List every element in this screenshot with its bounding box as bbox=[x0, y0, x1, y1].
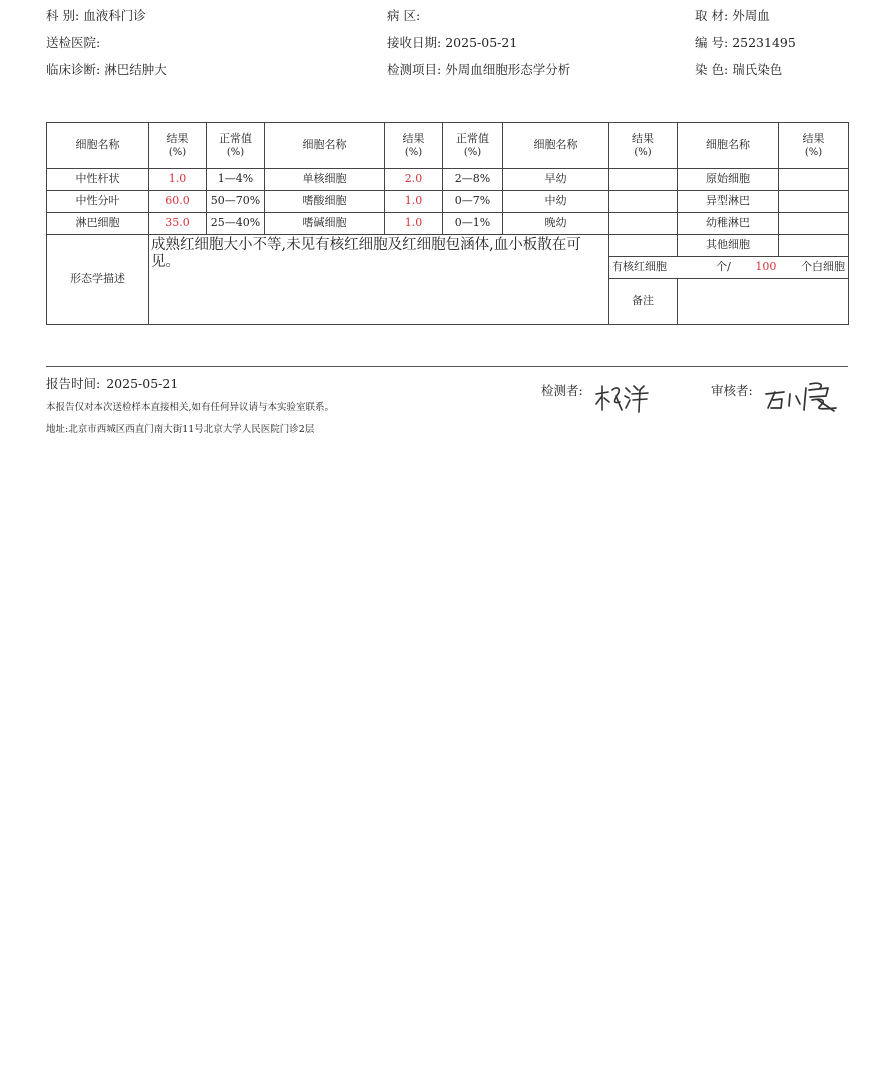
header-result: 结果 (%) bbox=[609, 123, 678, 169]
sample-label: 取 材: bbox=[695, 8, 729, 23]
header-result: 结果 (%) bbox=[385, 123, 443, 169]
cell-normal: 0—7% bbox=[443, 191, 503, 213]
number-label: 编 号: bbox=[695, 35, 729, 50]
cell-result: 1.0 bbox=[149, 169, 207, 191]
department-field bbox=[46, 6, 146, 24]
diagnosis-value: 淋巴结肿大 bbox=[104, 62, 167, 77]
cell-name: 嗜酸细胞 bbox=[265, 191, 385, 213]
address: 地址:北京市西城区西直门南大街11号北京大学人民医院门诊2层 bbox=[46, 424, 315, 435]
cell-normal: 2—8% bbox=[443, 169, 503, 191]
department-label: 科 别: bbox=[46, 8, 80, 23]
header-result: 结果 (%) bbox=[149, 123, 207, 169]
cell-name: 中性杆状 bbox=[47, 169, 149, 191]
header-normal: 正常值 (%) bbox=[207, 123, 265, 169]
reviewer-label: 审核者: bbox=[711, 383, 753, 398]
received-date-field bbox=[387, 33, 517, 51]
stain-field bbox=[695, 60, 782, 78]
footer-divider bbox=[46, 366, 848, 367]
table-row bbox=[47, 235, 849, 257]
cell-result bbox=[779, 191, 849, 213]
cell-name: 单核细胞 bbox=[265, 169, 385, 191]
remarks-value bbox=[678, 279, 849, 325]
cell-result: 35.0 bbox=[149, 213, 207, 235]
hospital-field bbox=[46, 33, 104, 51]
header-normal: 正常值 (%) bbox=[443, 123, 503, 169]
sample-value: 外周血 bbox=[732, 8, 770, 23]
morphology-description: 成熟红细胞大小不等,未见有核红细胞及红细胞包涵体,血小板散在可见。 bbox=[149, 235, 609, 325]
tester-label: 检测者: bbox=[541, 383, 583, 398]
test-item-value: 外周血细胞形态学分析 bbox=[445, 62, 571, 77]
test-item-field bbox=[387, 60, 570, 78]
remarks-label: 备注 bbox=[609, 279, 678, 325]
diagnosis-field bbox=[46, 60, 167, 78]
cell-normal: 25—40% bbox=[207, 213, 265, 235]
cell-result bbox=[779, 235, 849, 257]
sample-field bbox=[695, 6, 770, 24]
table-row bbox=[47, 169, 849, 191]
cell-result bbox=[779, 213, 849, 235]
ward-field bbox=[387, 6, 424, 24]
cell-normal: 50—70% bbox=[207, 191, 265, 213]
cell-result bbox=[609, 191, 678, 213]
table-header-row bbox=[47, 123, 849, 169]
ward-label: 病 区: bbox=[387, 8, 421, 23]
stain-label: 染 色: bbox=[695, 62, 729, 77]
cell-result: 1.0 bbox=[385, 191, 443, 213]
cell-normal: 0—1% bbox=[443, 213, 503, 235]
cell-result bbox=[609, 169, 678, 191]
nrbc-suffix: 个白细胞 bbox=[800, 260, 845, 274]
cell-name: 晚幼 bbox=[503, 213, 609, 235]
cell-name: 其他细胞 bbox=[678, 235, 779, 257]
header-result: 结果 (%) bbox=[779, 123, 849, 169]
number-value: 25231495 bbox=[732, 35, 796, 50]
cell-result bbox=[609, 235, 678, 257]
diagnosis-label: 临床诊断: bbox=[46, 62, 101, 77]
reviewer-signature bbox=[762, 378, 842, 414]
report-time-value: 2025-05-21 bbox=[106, 376, 179, 391]
table-row bbox=[47, 191, 849, 213]
cell-name: 异型淋巴 bbox=[678, 191, 779, 213]
cell-name: 嗜碱细胞 bbox=[265, 213, 385, 235]
cell-name: 中幼 bbox=[503, 191, 609, 213]
cell-result bbox=[609, 213, 678, 235]
nrbc-label: 有核红细胞 bbox=[612, 260, 667, 274]
cell-result: 1.0 bbox=[385, 213, 443, 235]
department-value: 血液科门诊 bbox=[83, 8, 146, 23]
header-cell-name: 细胞名称 bbox=[678, 123, 779, 169]
stain-value: 瑞氏染色 bbox=[732, 62, 783, 77]
report-time-label: 报告时间: bbox=[46, 376, 101, 391]
results-table bbox=[46, 122, 849, 325]
cell-normal: 1—4% bbox=[207, 169, 265, 191]
cell-name: 幼稚淋巴 bbox=[678, 213, 779, 235]
cell-name: 早幼 bbox=[503, 169, 609, 191]
header-cell-name: 细胞名称 bbox=[503, 123, 609, 169]
tester-signature bbox=[592, 380, 652, 414]
disclaimer: 本报告仅对本次送检样本直接相关,如有任何异议请与本实验室联系。 bbox=[46, 402, 335, 413]
nrbc-unit: 个/ bbox=[716, 260, 731, 274]
table-row bbox=[47, 213, 849, 235]
test-item-label: 检测项目: bbox=[387, 62, 442, 77]
number-field bbox=[695, 33, 796, 51]
cell-name: 原始细胞 bbox=[678, 169, 779, 191]
cell-result: 2.0 bbox=[385, 169, 443, 191]
nrbc-row bbox=[609, 257, 849, 279]
cell-result bbox=[779, 169, 849, 191]
cell-name: 淋巴细胞 bbox=[47, 213, 149, 235]
morphology-label: 形态学描述 bbox=[47, 235, 149, 325]
cell-result: 60.0 bbox=[149, 191, 207, 213]
header-cell-name: 细胞名称 bbox=[265, 123, 385, 169]
hospital-label: 送检医院: bbox=[46, 35, 101, 50]
received-date-value: 2025-05-21 bbox=[445, 35, 518, 50]
received-date-label: 接收日期: bbox=[387, 35, 442, 50]
cell-name: 中性分叶 bbox=[47, 191, 149, 213]
nrbc-per: 100 bbox=[755, 260, 777, 274]
report-time bbox=[46, 374, 178, 392]
header-cell-name: 细胞名称 bbox=[47, 123, 149, 169]
